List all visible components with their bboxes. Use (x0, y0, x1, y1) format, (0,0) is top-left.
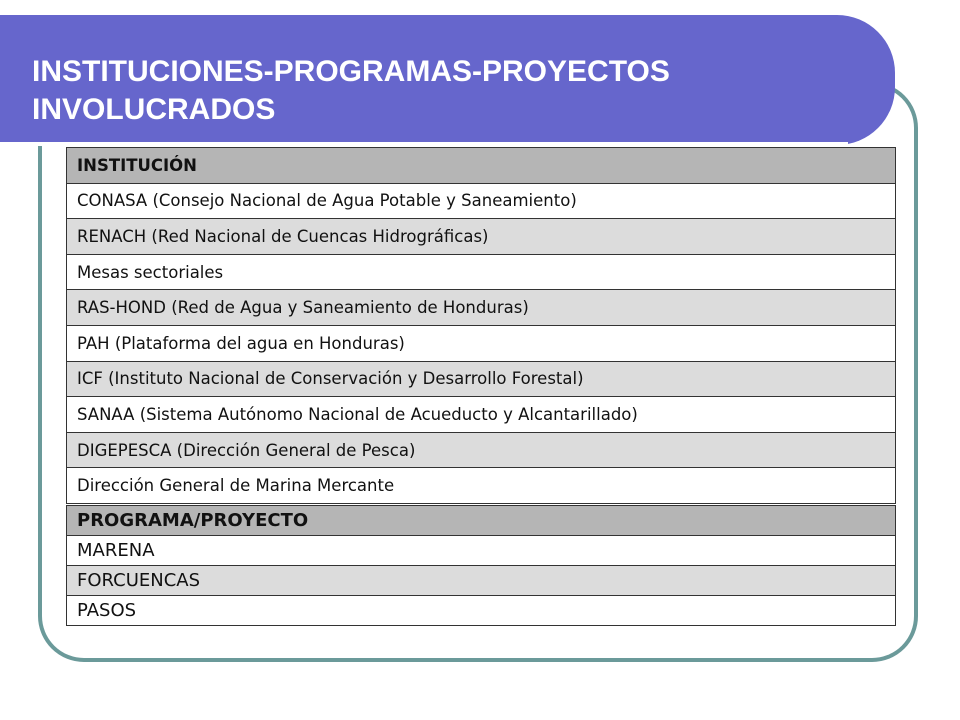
slide-title-line-2: INVOLUCRADOS (32, 93, 276, 126)
table-row (67, 397, 896, 433)
table-row (67, 325, 896, 361)
institution-cell: RENACH (Red Nacional de Cuencas Hidrográficas) (67, 219, 896, 255)
institutions-header: INSTITUCIÓN (67, 148, 896, 184)
institution-cell: Dirección General de Marina Mercante (67, 468, 896, 504)
table-row (67, 219, 896, 255)
table-row (67, 468, 896, 504)
institution-cell: RAS-HOND (Red de Agua y Saneamiento de Honduras) (67, 290, 896, 326)
slide-title-line-1: INSTITUCIONES-PROGRAMAS-PROYECTOS (32, 55, 670, 88)
program-cell: FORCUENCAS (67, 566, 896, 596)
table-row (67, 183, 896, 219)
institution-cell: DIGEPESCA (Dirección General de Pesca) (67, 432, 896, 468)
table-row (67, 254, 896, 290)
programs-header: PROGRAMA/PROYECTO (67, 506, 896, 536)
table-header-row (67, 148, 896, 184)
program-cell: PASOS (67, 596, 896, 626)
institution-cell: Mesas sectoriales (67, 254, 896, 290)
slide-title (32, 53, 670, 129)
table-row (67, 361, 896, 397)
institution-cell: PAH (Plataforma del agua en Honduras) (67, 325, 896, 361)
institution-cell: ICF (Instituto Nacional de Conservación y Desarrollo Forestal) (67, 361, 896, 397)
table-row (67, 566, 896, 596)
institution-cell: SANAA (Sistema Autónomo Nacional de Acueducto y Alcantarillado) (67, 397, 896, 433)
program-cell: MARENA (67, 536, 896, 566)
table-row (67, 290, 896, 326)
title-bar (0, 15, 895, 145)
institution-cell: CONASA (Consejo Nacional de Agua Potable y Saneamiento) (67, 183, 896, 219)
title-underline (0, 142, 848, 146)
programs-table (66, 505, 896, 626)
table-row (67, 536, 896, 566)
table-header-row (67, 506, 896, 536)
table-row (67, 432, 896, 468)
table-row (67, 596, 896, 626)
institutions-table (66, 147, 896, 504)
